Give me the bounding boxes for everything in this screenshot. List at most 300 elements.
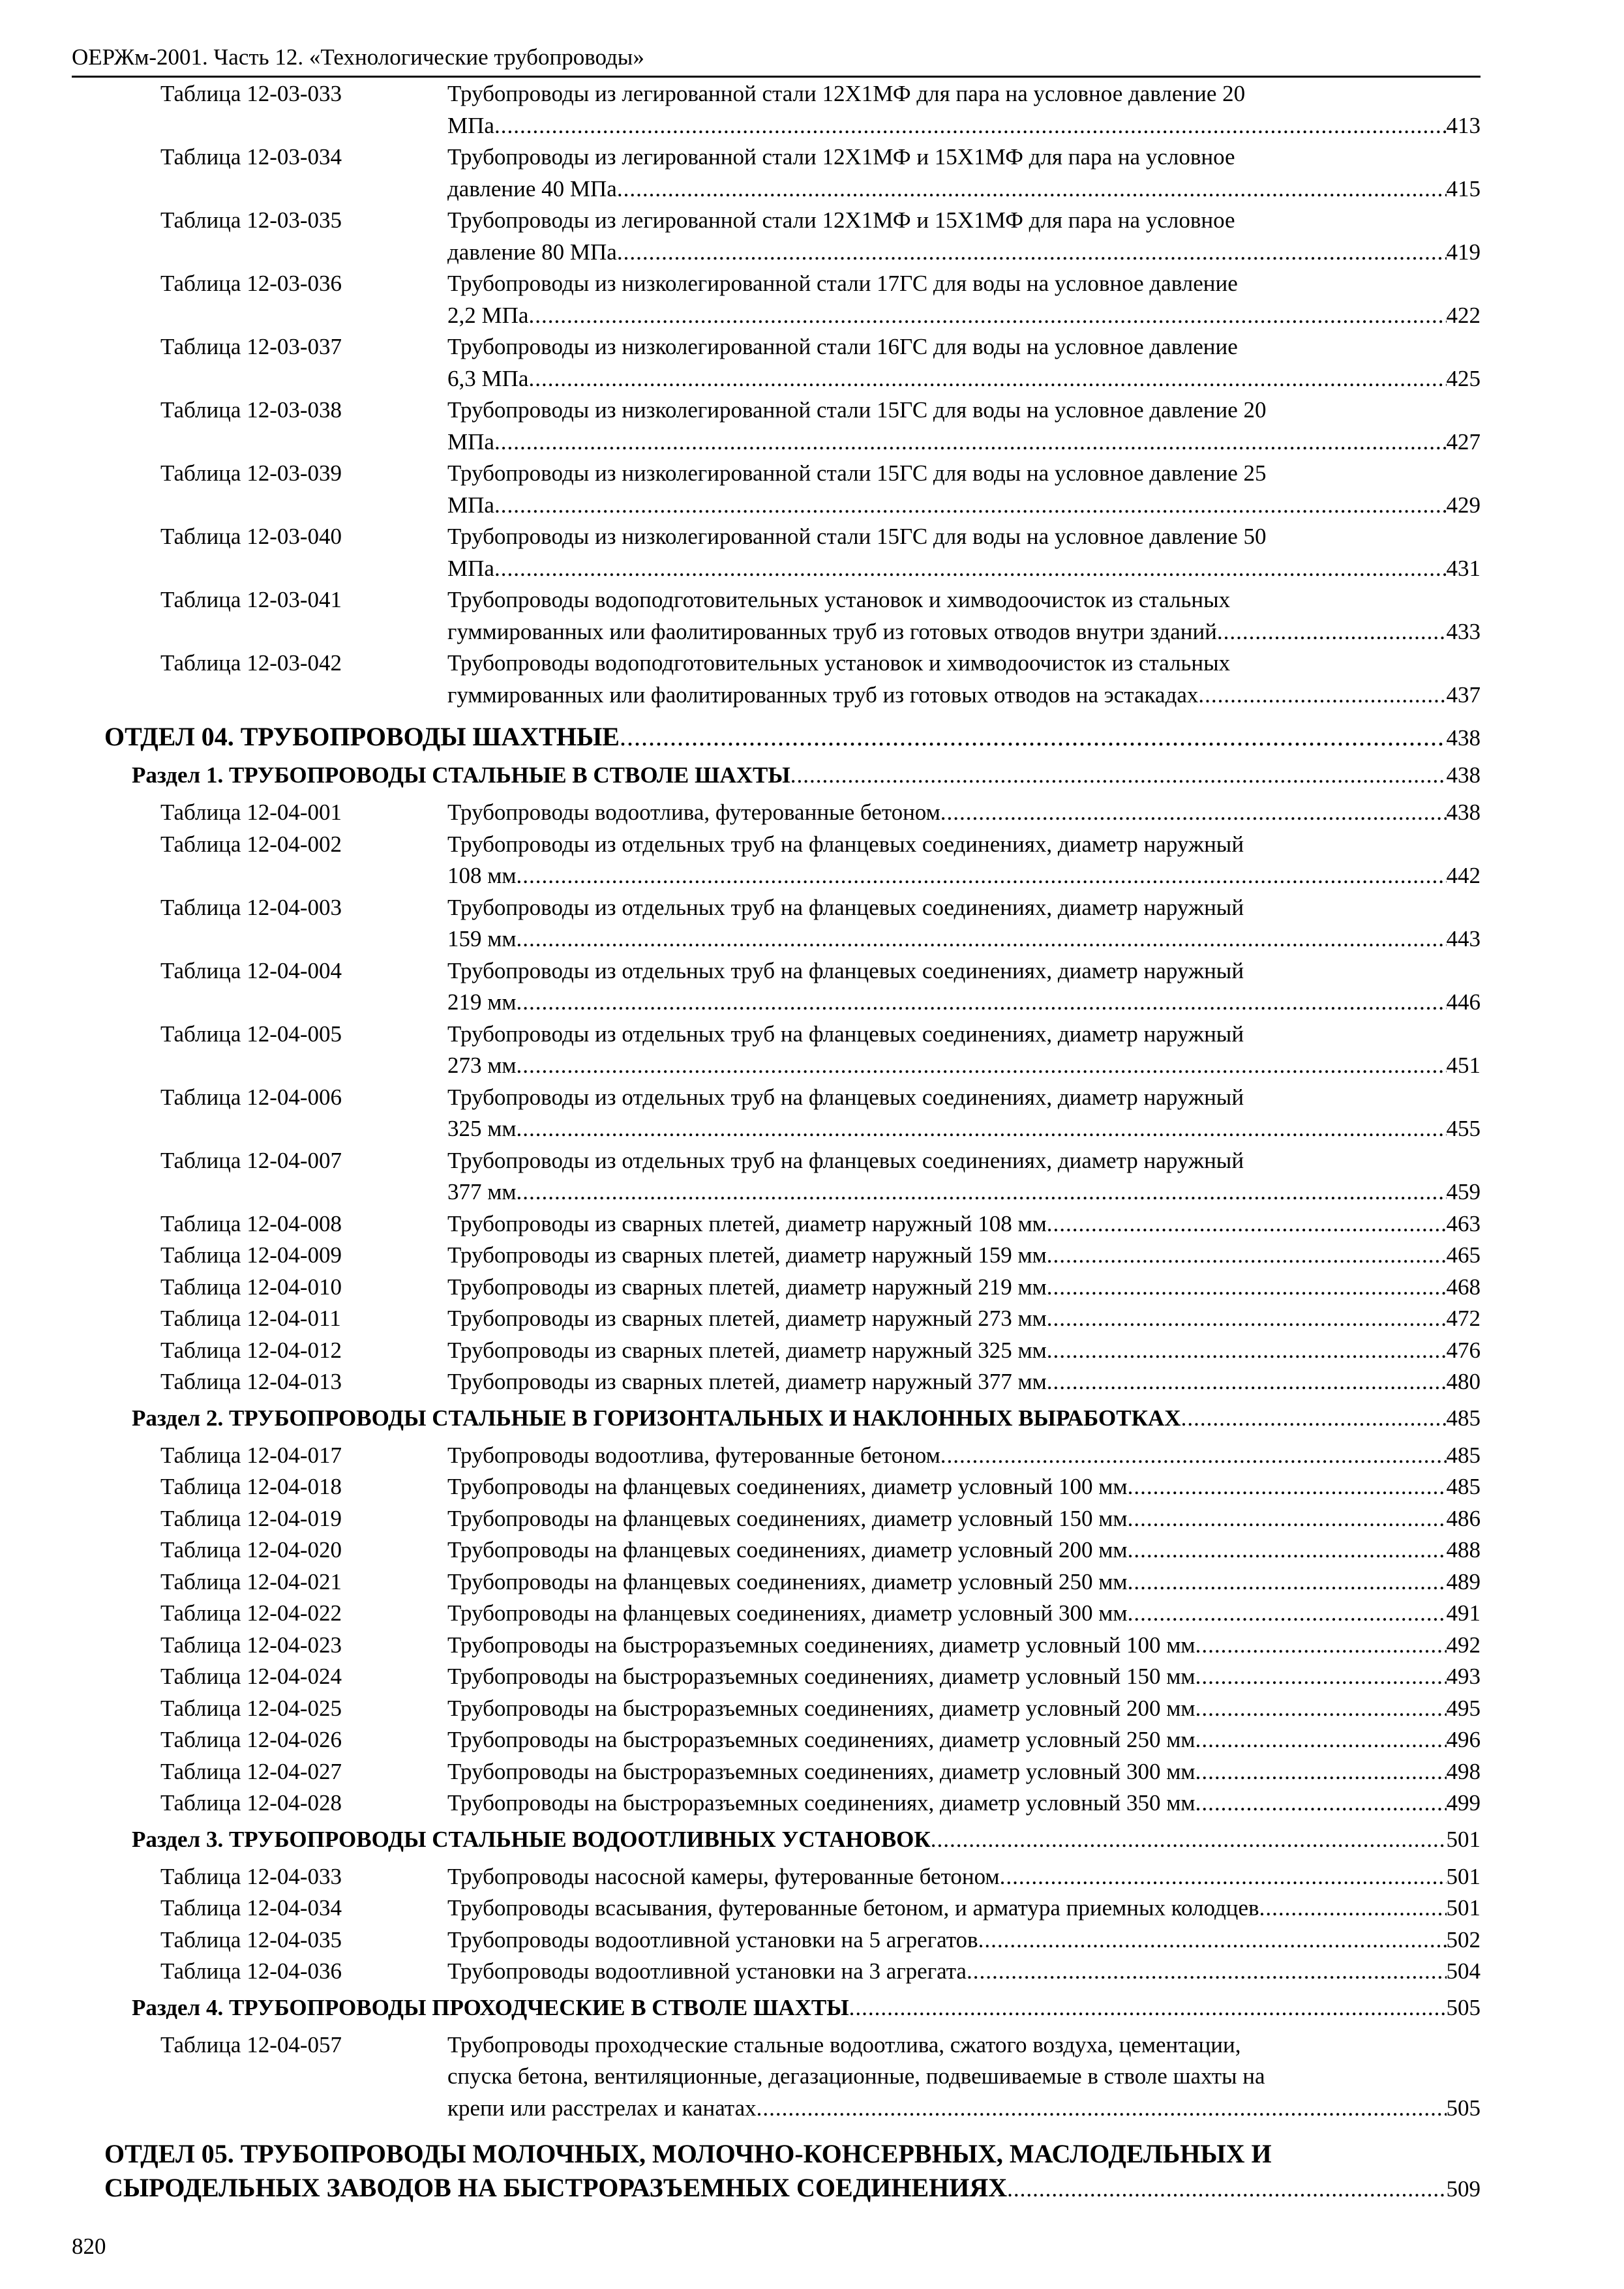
description-line — [447, 648, 1481, 680]
page-ref: 443 — [1446, 926, 1481, 951]
section-title: ОТДЕЛ 04. ТРУБОПРОВОДЫ ШАХТНЫЕ — [104, 722, 620, 751]
toc-entry[interactable] — [104, 1440, 1481, 1472]
toc-entry[interactable] — [104, 1240, 1481, 1272]
line-text: Трубопроводы водоподготовительных установок и химводоочисток из стальных — [447, 650, 1231, 676]
entry-description — [447, 1208, 1481, 1240]
toc-entry[interactable] — [104, 1566, 1481, 1598]
toc-entry[interactable] — [104, 395, 1481, 458]
toc-entry[interactable] — [104, 1693, 1481, 1725]
line-text: Трубопроводы на быстроразъемных соединениях, диаметр условный 100 мм — [447, 1632, 1195, 1658]
table-id: Таблица 12-04-026 — [160, 1727, 342, 1752]
toc-entry[interactable] — [104, 1893, 1481, 1924]
description-line — [447, 1893, 1481, 1924]
entry-description — [447, 584, 1481, 648]
dot-leader — [978, 1924, 1447, 1956]
dot-leader — [1128, 1471, 1447, 1503]
description-line — [447, 1050, 1481, 1082]
table-id: Таблица 12-04-012 — [160, 1337, 342, 1363]
line-text: Трубопроводы насосной камеры, футерованные бетоном — [447, 1863, 1000, 1889]
description-line — [447, 553, 1481, 585]
table-id: Таблица 12-04-033 — [160, 1863, 342, 1889]
description-line — [447, 331, 1481, 363]
section-title-line — [104, 2171, 1481, 2206]
toc-group-04-2 — [104, 1440, 1481, 1819]
toc-entry[interactable] — [104, 1366, 1481, 1398]
dot-leader — [1195, 1693, 1447, 1725]
line-text: Трубопроводы на фланцевых соединениях, диаметр условный 100 мм — [447, 1474, 1128, 1499]
table-id: Таблица 12-04-018 — [160, 1474, 342, 1499]
entry-description — [447, 1630, 1481, 1662]
toc-entry[interactable] — [104, 205, 1481, 268]
table-id: Таблица 12-04-027 — [160, 1758, 342, 1784]
page-ref: 433 — [1446, 618, 1481, 644]
description-line — [447, 1956, 1481, 1988]
page-ref: 413 — [1446, 112, 1481, 138]
line-text: гуммированных или фаолитированных труб из готовых отводов внутри зданий — [447, 618, 1217, 644]
page-number: 820 — [72, 2234, 106, 2259]
description-line — [447, 1756, 1481, 1788]
description-line — [447, 268, 1481, 300]
dot-leader — [1195, 1630, 1447, 1662]
page-ref: 498 — [1446, 1758, 1481, 1784]
entry-description — [447, 1240, 1481, 1272]
line-text: Трубопроводы из отдельных труб на фланцевых соединениях, диаметр наружный — [447, 1147, 1244, 1173]
toc-entry[interactable] — [104, 1861, 1481, 1893]
description-line — [447, 1788, 1481, 1819]
line-text: Трубопроводы водоотлива, футерованные бетоном — [447, 1442, 940, 1468]
line-text: Трубопроводы на быстроразъемных соединениях, диаметр условный 150 мм — [447, 1664, 1195, 1689]
dot-leader — [517, 1113, 1447, 1145]
toc-entry[interactable] — [104, 1924, 1481, 1956]
table-id: Таблица 12-04-007 — [160, 1147, 342, 1173]
description-line — [447, 1471, 1481, 1503]
page-ref: 465 — [1446, 1242, 1481, 1268]
toc-subsection-1[interactable] — [104, 759, 1481, 792]
dot-leader — [517, 860, 1447, 892]
page-ref: 489 — [1446, 1568, 1481, 1594]
dot-leader — [1198, 680, 1446, 711]
page-ref: 505 — [1446, 2095, 1481, 2121]
toc-entry[interactable] — [104, 1956, 1481, 1988]
description-line — [447, 987, 1481, 1019]
table-id: Таблица 12-04-021 — [160, 1568, 342, 1594]
page-ref: 485 — [1446, 1442, 1481, 1468]
toc-entry[interactable] — [104, 521, 1481, 584]
description-line — [447, 1240, 1481, 1272]
table-id: Таблица 12-04-001 — [160, 800, 342, 825]
line-text: давление 80 МПа — [447, 239, 617, 265]
toc-entry[interactable] — [104, 1598, 1481, 1630]
line-text: Трубопроводы на фланцевых соединениях, диаметр условный 150 мм — [447, 1505, 1128, 1531]
page-ref: 499 — [1446, 1790, 1481, 1816]
line-text: Трубопроводы из низколегированной стали 15ГС для воды на условное давление 50 — [447, 524, 1267, 549]
entry-description — [447, 1019, 1481, 1082]
page-ref: 480 — [1446, 1369, 1481, 1394]
entry-description — [447, 1335, 1481, 1367]
table-id: Таблица 12-04-057 — [160, 2031, 342, 2057]
toc-entry[interactable] — [104, 892, 1481, 955]
toc-entry[interactable] — [104, 1661, 1481, 1693]
page-ref: 501 — [1446, 1895, 1481, 1921]
description-line — [447, 1924, 1481, 1956]
description-line — [447, 363, 1481, 395]
toc-entry[interactable] — [104, 955, 1481, 1019]
description-line — [447, 395, 1481, 426]
entry-description — [447, 395, 1481, 458]
description-line — [447, 426, 1481, 458]
entry-description — [447, 1693, 1481, 1725]
line-text: МПа — [447, 492, 494, 518]
dot-leader — [940, 797, 1447, 829]
entry-description — [447, 1471, 1481, 1503]
table-id: Таблица 12-04-028 — [160, 1790, 342, 1816]
description-line — [447, 142, 1481, 173]
toc-entry[interactable] — [104, 584, 1481, 648]
entry-description — [447, 78, 1481, 142]
page-ref: 472 — [1446, 1306, 1481, 1331]
description-line — [447, 1566, 1481, 1598]
entry-description — [447, 955, 1481, 1019]
toc-subsection-3[interactable] — [104, 1823, 1481, 1856]
entry-description — [447, 1366, 1481, 1398]
entry-description — [447, 1440, 1481, 1472]
toc-entry[interactable] — [104, 1534, 1481, 1566]
table-id: Таблица 12-04-003 — [160, 894, 342, 920]
page-ref: 415 — [1446, 175, 1481, 202]
line-text: Трубопроводы на быстроразъемных соединениях, диаметр условный 350 мм — [447, 1790, 1195, 1816]
line-text: Трубопроводы из сварных плетей, диаметр наружный 377 мм — [447, 1369, 1047, 1394]
line-text: Трубопроводы из низколегированной стали 17ГС для воды на условное давление — [447, 271, 1238, 296]
toc-entry[interactable] — [104, 142, 1481, 205]
page-ref: 495 — [1446, 1695, 1481, 1721]
toc-entry[interactable] — [104, 797, 1481, 829]
line-text: давление 40 МПа — [447, 175, 617, 202]
line-text: 108 мм — [447, 863, 517, 888]
entry-description — [447, 331, 1481, 395]
description-line — [447, 1272, 1481, 1304]
dot-leader — [1217, 616, 1447, 648]
description-line — [447, 955, 1481, 987]
entry-description — [447, 1861, 1481, 1893]
dot-leader — [517, 923, 1447, 955]
page-ref: 501 — [1446, 1863, 1481, 1889]
entry-description — [447, 1924, 1481, 1956]
line-text: Трубопроводы из низколегированной стали 16ГС для воды на условное давление — [447, 334, 1238, 359]
section-title-part: ОТДЕЛ 05. ТРУБОПРОВОДЫ МОЛОЧНЫХ, МОЛОЧНО-КОНСЕРВНЫХ, МАСЛОДЕЛЬНЫХ И — [104, 2139, 1272, 2168]
toc-entry[interactable] — [104, 1724, 1481, 1756]
toc-entry[interactable] — [104, 458, 1481, 521]
description-line — [447, 1534, 1481, 1566]
table-id: Таблица 12-03-038 — [160, 397, 342, 423]
entry-description — [447, 797, 1481, 829]
entry-description — [447, 1534, 1481, 1566]
subsection-title: Раздел 3. ТРУБОПРОВОДЫ СТАЛЬНЫЕ ВОДООТЛИВНЫХ УСТАНОВОК — [132, 1826, 931, 1852]
table-id: Таблица 12-04-035 — [160, 1926, 342, 1952]
page-ref: 431 — [1446, 555, 1481, 581]
table-id: Таблица 12-04-034 — [160, 1895, 342, 1921]
page-ref: 463 — [1446, 1210, 1481, 1236]
entry-description — [447, 1566, 1481, 1598]
page-ref: 493 — [1446, 1664, 1481, 1689]
dot-leader — [1047, 1366, 1447, 1398]
table-id: Таблица 12-03-039 — [160, 460, 342, 486]
line-text: Трубопроводы из сварных плетей, диаметр наружный 273 мм — [447, 1306, 1047, 1331]
page-ref: 501 — [1446, 1826, 1481, 1852]
table-id: Таблица 12-04-011 — [160, 1306, 341, 1331]
entry-description — [447, 1956, 1481, 1988]
description-line — [447, 892, 1481, 924]
toc-entry[interactable] — [104, 1145, 1481, 1208]
dot-leader — [1007, 2172, 1446, 2206]
description-line — [447, 78, 1481, 110]
line-text: Трубопроводы из отдельных труб на фланцевых соединениях, диаметр наружный — [447, 894, 1244, 920]
entry-description — [447, 142, 1481, 205]
line-text: Трубопроводы из сварных плетей, диаметр наружный 219 мм — [447, 1274, 1047, 1300]
description-line — [447, 829, 1481, 861]
toc-group-04-3 — [104, 1861, 1481, 1988]
toc-entry[interactable] — [104, 829, 1481, 892]
table-id: Таблица 12-04-023 — [160, 1632, 342, 1658]
toc-entry[interactable] — [104, 1019, 1481, 1082]
description-line — [447, 584, 1481, 616]
line-text: Трубопроводы на фланцевых соединениях, диаметр условный 250 мм — [447, 1568, 1128, 1594]
dot-leader — [1128, 1534, 1447, 1566]
dot-leader — [617, 173, 1447, 205]
section-title-part: СЫРОДЕЛЬНЫХ ЗАВОДОВ НА БЫСТРОРАЗЪЕМНЫХ СОЕДИНЕНИЯХ — [104, 2173, 1008, 2202]
description-line — [447, 1019, 1481, 1051]
description-line — [447, 797, 1481, 829]
description-line — [447, 1176, 1481, 1208]
toc-entry[interactable] — [104, 1503, 1481, 1535]
toc-entry[interactable] — [104, 648, 1481, 711]
line-text: 2,2 МПа — [447, 302, 529, 328]
description-line — [447, 1724, 1481, 1756]
table-id: Таблица 12-04-022 — [160, 1600, 342, 1626]
page-ref: 459 — [1446, 1179, 1481, 1204]
line-text: Трубопроводы из отдельных труб на фланцевых соединениях, диаметр наружный — [447, 1084, 1244, 1110]
line-text: Трубопроводы из сварных плетей, диаметр наружный 159 мм — [447, 1242, 1047, 1268]
page-ref: 485 — [1446, 1405, 1481, 1431]
line-text: гуммированных или фаолитированных труб из готовых отводов на эстакадах — [447, 681, 1199, 708]
page-ref: 486 — [1446, 1505, 1481, 1531]
toc-entry[interactable] — [104, 2029, 1481, 2125]
page-ref: 419 — [1446, 239, 1481, 265]
toc-section-04[interactable] — [104, 720, 1481, 755]
table-id: Таблица 12-03-042 — [160, 650, 342, 676]
dot-leader — [1195, 1756, 1447, 1788]
description-line — [447, 490, 1481, 522]
dot-leader — [757, 2093, 1447, 2125]
table-id: Таблица 12-04-013 — [160, 1369, 342, 1394]
page-ref: 468 — [1446, 1274, 1481, 1300]
table-of-contents — [104, 78, 1481, 2206]
description-line — [447, 2029, 1481, 2061]
line-text: Трубопроводы из низколегированной стали 15ГС для воды на условное давление 25 — [447, 460, 1267, 486]
description-line — [447, 1366, 1481, 1398]
page-ref: 491 — [1446, 1600, 1481, 1626]
page-ref: 504 — [1446, 1958, 1481, 1984]
dot-leader — [517, 1050, 1447, 1082]
toc-entry[interactable] — [104, 1272, 1481, 1304]
description-line — [447, 205, 1481, 237]
dot-leader — [1195, 1724, 1447, 1756]
entry-description — [447, 1272, 1481, 1304]
dot-leader — [617, 237, 1447, 269]
page-ref: 437 — [1446, 681, 1481, 708]
description-line — [447, 1208, 1481, 1240]
line-text: Трубопроводы водоотливной установки на 5 агрегатов — [447, 1926, 978, 1952]
line-text: Трубопроводы из легированной стали 12Х1МФ и 15Х1МФ для пара на условное — [447, 144, 1235, 170]
running-header: ОЕРЖм-2001. Часть 12. «Технологические трубопроводы» — [72, 39, 1481, 78]
table-id: Таблица 12-04-036 — [160, 1958, 342, 1984]
dot-leader — [1047, 1272, 1447, 1304]
entry-description — [447, 1303, 1481, 1335]
entry-description — [447, 521, 1481, 584]
toc-subsection-4[interactable] — [104, 1992, 1481, 2024]
table-id: Таблица 12-04-002 — [160, 831, 342, 857]
toc-entry[interactable] — [104, 331, 1481, 395]
toc-group-04-4 — [104, 2029, 1481, 2125]
page-ref: 427 — [1446, 428, 1481, 455]
entry-description — [447, 1082, 1481, 1145]
table-id: Таблица 12-04-005 — [160, 1021, 342, 1047]
line-text: 159 мм — [447, 926, 517, 951]
table-id: Таблица 12-03-040 — [160, 524, 342, 549]
table-id: Таблица 12-04-004 — [160, 957, 342, 983]
description-line — [447, 860, 1481, 892]
page-ref: 429 — [1446, 492, 1481, 518]
toc-group-03 — [104, 78, 1481, 711]
entry-description — [447, 892, 1481, 955]
entry-description — [447, 1598, 1481, 1630]
line-text: Трубопроводы из легированной стали 12Х1МФ и 15Х1МФ для пара на условное — [447, 207, 1235, 233]
description-line — [447, 1335, 1481, 1367]
description-line — [447, 1661, 1481, 1693]
toc-entry[interactable] — [104, 1756, 1481, 1788]
description-line — [447, 2093, 1481, 2125]
page-ref: 488 — [1446, 1537, 1481, 1563]
line-text: Трубопроводы из сварных плетей, диаметр наружный 325 мм — [447, 1337, 1047, 1363]
page-ref: 476 — [1446, 1337, 1481, 1363]
page-ref: 505 — [1446, 1994, 1481, 2020]
subsection-title: Раздел 2. ТРУБОПРОВОДЫ СТАЛЬНЫЕ В ГОРИЗОНТАЛЬНЫХ И НАКЛОННЫХ ВЫРАБОТКАХ — [132, 1405, 1181, 1431]
dot-leader — [1181, 1402, 1447, 1435]
description-line — [447, 110, 1481, 142]
table-id: Таблица 12-04-019 — [160, 1505, 342, 1531]
line-text: 219 мм — [447, 989, 517, 1015]
toc-entry[interactable] — [104, 268, 1481, 331]
toc-entry[interactable] — [104, 78, 1481, 142]
line-text: Трубопроводы на фланцевых соединениях, диаметр условный 200 мм — [447, 1537, 1128, 1563]
line-text: МПа — [447, 428, 494, 455]
dot-leader — [1047, 1208, 1447, 1240]
line-text: Трубопроводы водоотлива, футерованные бетоном — [447, 800, 940, 825]
dot-leader — [517, 1176, 1447, 1208]
dot-leader — [620, 720, 1447, 754]
dot-leader — [931, 1823, 1447, 1856]
dot-leader — [967, 1956, 1447, 1988]
toc-entry[interactable] — [104, 1471, 1481, 1503]
line-text: Трубопроводы из легированной стали 12Х1МФ для пара на условное давление 20 — [447, 81, 1246, 106]
entry-description — [447, 1788, 1481, 1819]
table-id: Таблица 12-04-017 — [160, 1442, 342, 1468]
table-id: Таблица 12-03-033 — [160, 81, 342, 106]
table-id: Таблица 12-03-036 — [160, 271, 342, 296]
toc-entry[interactable] — [104, 1208, 1481, 1240]
description-line — [447, 1082, 1481, 1114]
page-ref: 438 — [1446, 725, 1481, 751]
table-id: Таблица 12-03-037 — [160, 334, 342, 359]
page-ref: 509 — [1446, 2176, 1481, 2202]
dot-leader — [1128, 1566, 1447, 1598]
dot-leader — [940, 1440, 1447, 1472]
page-ref: 502 — [1446, 1926, 1481, 1952]
description-line — [447, 300, 1481, 332]
toc-entry[interactable] — [104, 1630, 1481, 1662]
toc-entry[interactable] — [104, 1788, 1481, 1819]
line-text: Трубопроводы из отдельных труб на фланцевых соединениях, диаметр наружный — [447, 1021, 1244, 1047]
toc-entry[interactable] — [104, 1303, 1481, 1335]
description-line — [447, 923, 1481, 955]
dot-leader — [517, 987, 1447, 1019]
table-id: Таблица 12-04-009 — [160, 1242, 342, 1268]
line-text: Трубопроводы из отдельных труб на фланцевых соединениях, диаметр наружный — [447, 831, 1244, 857]
table-id: Таблица 12-03-034 — [160, 144, 342, 170]
entry-description — [447, 829, 1481, 892]
dot-leader — [494, 426, 1447, 458]
page-ref: 422 — [1446, 302, 1481, 328]
entry-description — [447, 1145, 1481, 1208]
table-id: Таблица 12-04-020 — [160, 1537, 342, 1563]
line-text: МПа — [447, 112, 494, 138]
dot-leader — [790, 759, 1447, 792]
line-text: 377 мм — [447, 1179, 517, 1204]
toc-entry[interactable] — [104, 1082, 1481, 1145]
subsection-title: Раздел 4. ТРУБОПРОВОДЫ ПРОХОДЧЕСКИЕ В СТВОЛЕ ШАХТЫ — [132, 1994, 849, 2020]
description-line — [447, 1630, 1481, 1662]
table-id: Таблица 12-04-010 — [160, 1274, 342, 1300]
dot-leader — [1259, 1893, 1447, 1924]
page-ref: 492 — [1446, 1632, 1481, 1658]
dot-leader — [528, 300, 1446, 332]
page-ref: 442 — [1446, 863, 1481, 888]
entry-description — [447, 1756, 1481, 1788]
toc-group-04-1 — [104, 797, 1481, 1398]
page-ref: 496 — [1446, 1727, 1481, 1752]
description-line — [447, 237, 1481, 269]
toc-subsection-2[interactable] — [104, 1402, 1481, 1435]
line-text: Трубопроводы проходческие стальные водоотлива, сжатого воздуха, цементации, — [447, 2031, 1241, 2057]
description-line — [447, 1303, 1481, 1335]
dot-leader — [1047, 1335, 1447, 1367]
entry-description — [447, 458, 1481, 521]
line-text: Трубопроводы из низколегированной стали 15ГС для воды на условное давление 20 — [447, 397, 1267, 423]
page-ref: 425 — [1446, 365, 1481, 391]
description-line — [447, 1598, 1481, 1630]
line-text: Трубопроводы водоотливной установки на 3 агрегата — [447, 1958, 967, 1984]
dot-leader — [494, 490, 1447, 522]
dot-leader — [1047, 1303, 1447, 1335]
toc-section-05[interactable] — [104, 2137, 1481, 2206]
page-ref: 451 — [1446, 1053, 1481, 1078]
description-line — [447, 1440, 1481, 1472]
description-line — [447, 2061, 1481, 2093]
table-id: Таблица 12-04-006 — [160, 1084, 342, 1110]
line-text: Трубопроводы из сварных плетей, диаметр наружный 108 мм — [447, 1210, 1047, 1236]
toc-entry[interactable] — [104, 1335, 1481, 1367]
description-line — [447, 1503, 1481, 1535]
table-id: Таблица 12-04-025 — [160, 1695, 342, 1721]
